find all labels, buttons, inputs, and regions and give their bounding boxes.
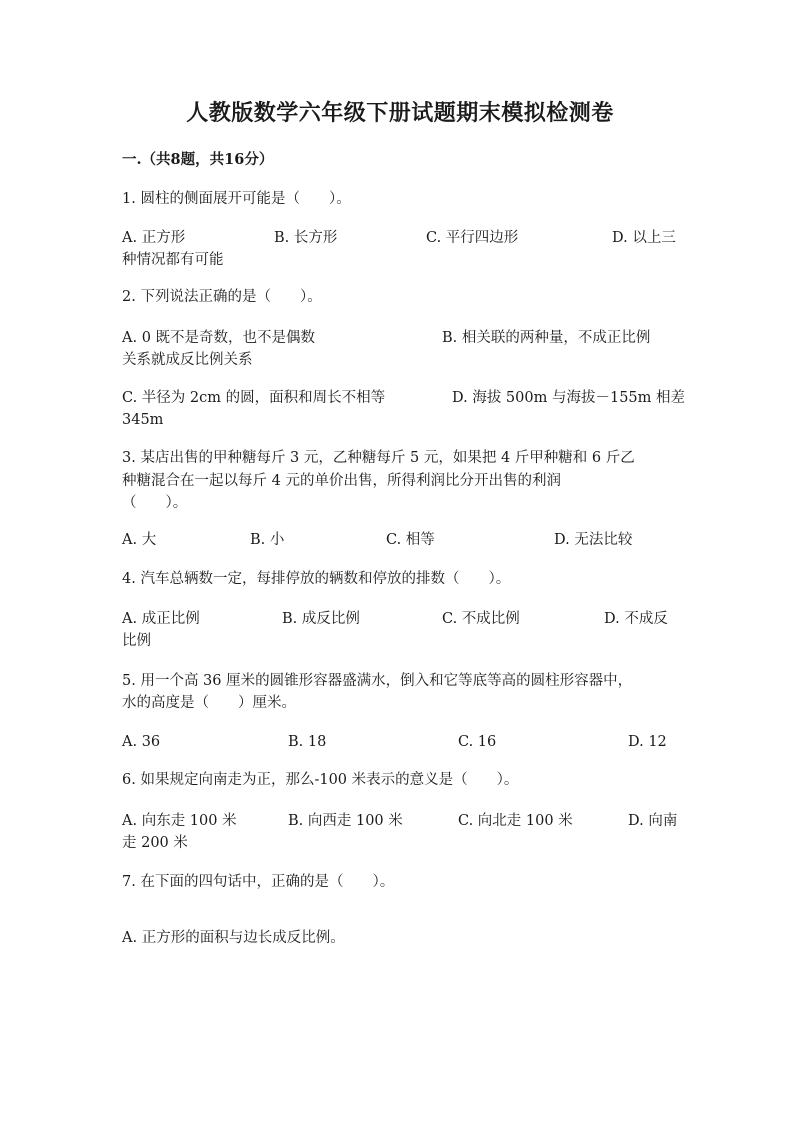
question-3-line3: （ ）。: [122, 495, 188, 511]
question-6-stem: 6. 如果规定向南走为正，那么-100 米表示的意义是（ ）。: [122, 772, 519, 788]
question-3-line1: 3. 某店出售的甲种糖每斤 3 元，乙种糖每斤 5 元，如果把 4 斤甲种糖和 6 斤乙: [122, 450, 635, 466]
option-b: B. 成反比例: [282, 611, 360, 627]
question-2-options-row2: [122, 387, 686, 409]
question-3-options: [122, 529, 678, 551]
option-d-continuation: 比例: [122, 633, 151, 649]
option-d-continuation: 种情况都有可能: [122, 252, 224, 268]
question-1-stem: 1. 圆柱的侧面展开可能是（ ）。: [122, 191, 351, 207]
option-b: B. 长方形: [274, 230, 338, 246]
question-5-line1: 5. 用一个高 36 厘米的圆锥形容器盛满水，倒入和它等底等高的圆柱形容器中，: [122, 673, 633, 689]
option-d: D. 无法比较: [554, 532, 633, 548]
option-a: A. 向东走 100 米: [122, 813, 237, 829]
option-c: C. 向北走 100 米: [458, 813, 573, 829]
question-2-options-row1: [122, 327, 678, 349]
option-a: A. 正方形: [122, 230, 186, 246]
option-d: D. 向南: [628, 813, 678, 829]
option-c: C. 相等: [386, 532, 435, 548]
option-a: A. 0 既不是奇数，也不是偶数: [122, 330, 316, 346]
option-c: C. 不成比例: [442, 611, 520, 627]
option-b: B. 向西走 100 米: [288, 813, 403, 829]
question-6-options: [122, 810, 678, 832]
option-c: C. 平行四边形: [426, 230, 519, 246]
question-5-options: [122, 731, 678, 753]
option-b-continuation: 关系就成反比例关系: [122, 352, 253, 368]
option-a: A. 正方形的面积与边长成反比例。: [122, 930, 345, 946]
question-7-stem: 7. 在下面的四句话中，正确的是（ ）。: [122, 874, 395, 890]
section-heading: 一.（共8题，共16分）: [122, 151, 274, 168]
option-b: B. 18: [288, 734, 327, 750]
page-title: 人教版数学六年级下册试题期末模拟检测卷: [186, 100, 614, 126]
option-a: A. 36: [122, 734, 161, 750]
option-a: A. 大: [122, 532, 157, 548]
question-4-stem: 4. 汽车总辆数一定，每排停放的辆数和停放的排数（ ）。: [122, 571, 511, 587]
option-d-continuation: 走 200 米: [122, 835, 188, 851]
question-4-options: [122, 608, 678, 630]
option-c: C. 16: [458, 734, 497, 750]
question-3-line2: 种糖混合在一起以每斤 4 元的单价出售，所得利润比分开出售的利润: [122, 473, 561, 489]
question-1-options: [122, 227, 678, 249]
option-c: C. 半径为 2cm 的圆，面积和周长不相等: [122, 390, 386, 406]
option-d: D. 以上三: [612, 230, 676, 246]
option-d: D. 不成反: [604, 611, 668, 627]
question-2-stem: 2. 下列说法正确的是（ ）。: [122, 289, 322, 305]
option-b: B. 小: [250, 532, 285, 548]
option-d-continuation: 345m: [122, 412, 164, 428]
option-b: B. 相关联的两种量，不成正比例: [442, 330, 651, 346]
option-a: A. 成正比例: [122, 611, 200, 627]
option-d: D. 海拔 500m 与海拔－155m 相差: [452, 390, 686, 406]
option-d: D. 12: [628, 734, 667, 750]
question-5-line2: 水的高度是（ ）厘米。: [122, 695, 296, 711]
